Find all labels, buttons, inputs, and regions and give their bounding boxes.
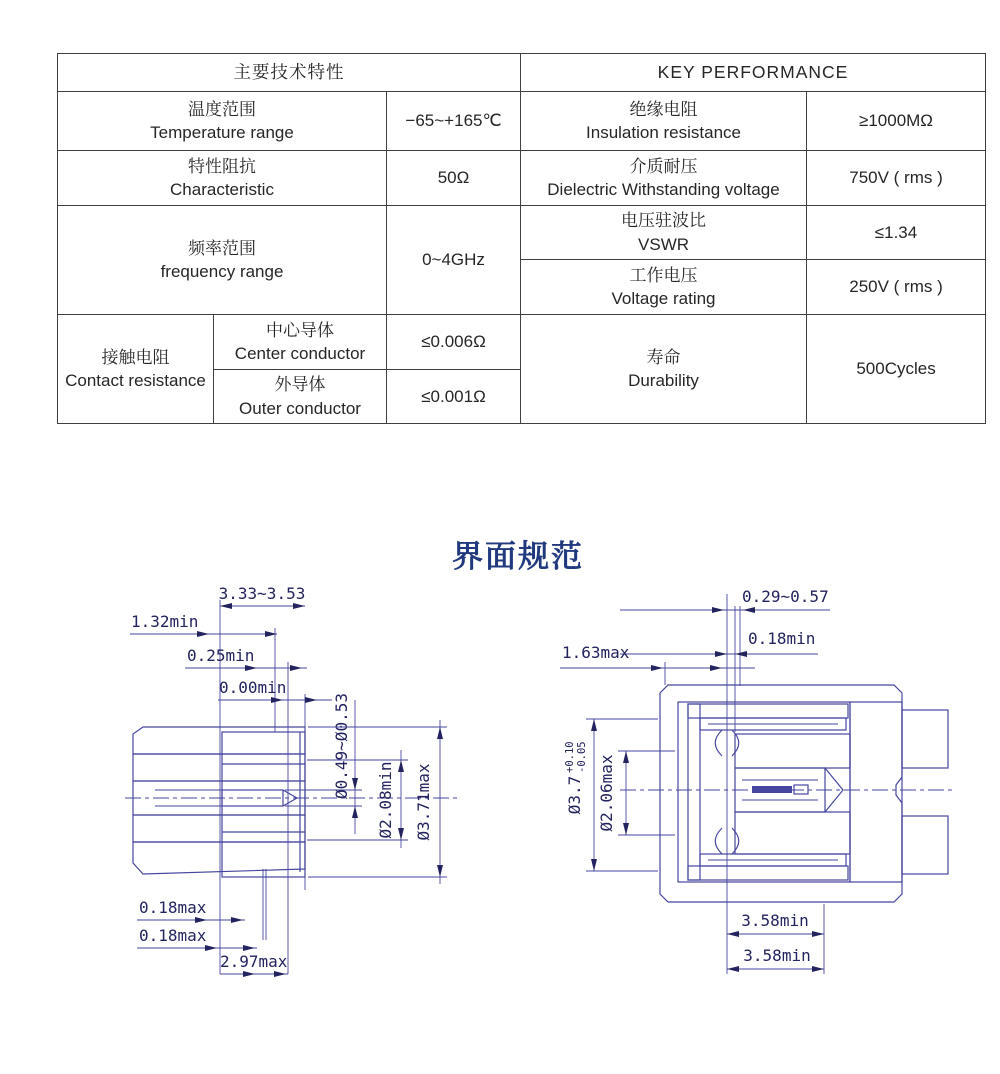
voltage-rating-label [521, 260, 807, 315]
frequency-range-label [58, 206, 387, 315]
contact-resistance-label [58, 315, 214, 424]
label-en: VSWR [638, 234, 690, 254]
dim-label: Ø3.7 [565, 775, 584, 815]
dim-label: 0.25min [187, 646, 255, 665]
durability-value: 500Cycles [807, 315, 986, 424]
table-row [58, 315, 986, 370]
braid-top [902, 710, 948, 768]
dimension-0-29-0-57 [620, 587, 830, 613]
dimension-1-32min [130, 612, 277, 637]
label-zh: 寿命 [646, 347, 681, 367]
vswr-value: ≤1.34 [807, 206, 986, 260]
dimension-0-25min [185, 646, 307, 671]
label-en: Dielectric Withstanding voltage [547, 180, 780, 199]
dimension-3-33-3-53 [219, 584, 306, 609]
dimension-0-00min [218, 678, 332, 703]
label-zh: 特性阻抗 [188, 156, 256, 176]
jacket-bottom [133, 842, 305, 874]
center-conductor-label [214, 315, 387, 370]
dim-tolerance-plus: +0.10 [564, 741, 576, 773]
dim-label: 0.29~0.57 [742, 587, 829, 606]
dim-label: Ø2.08min [376, 761, 395, 839]
label-zh: 绝缘电阻 [629, 99, 698, 119]
dim-label: Ø2.06max [597, 754, 616, 832]
label-zh: 接触电阻 [101, 347, 170, 367]
dimension-2-97max [220, 952, 288, 977]
center-conductor-value: ≤0.006Ω [387, 315, 521, 370]
braid-bottom [133, 815, 305, 842]
outer-contact-base [688, 704, 700, 880]
dim-label: 3.33~3.53 [218, 584, 306, 603]
insulation-resistance-value: ≥1000MΩ [807, 92, 986, 151]
outer-contact-arm-top [688, 704, 848, 718]
braid-top [133, 754, 305, 781]
label-en: Temperature range [150, 123, 294, 142]
dielectric-withstanding-label [521, 151, 807, 206]
table-header-row [58, 54, 986, 92]
braid-bottom [902, 816, 948, 874]
label-zh: 中心导体 [266, 320, 334, 340]
left-header-cell: 主要技术特性 [58, 54, 521, 92]
jacket-top [133, 727, 305, 754]
label-en: Outer conductor [239, 398, 361, 418]
table-row [58, 151, 986, 206]
label-en: Center conductor [234, 344, 366, 363]
label-zh: 电压驻波比 [621, 211, 707, 231]
cable-cross-section [125, 727, 457, 877]
temperature-range-value: −65~+165℃ [387, 92, 521, 151]
dimension-dia-2-08min [307, 750, 408, 848]
plug-cross-section [620, 685, 955, 902]
interface-drawing-left [125, 582, 470, 987]
dim-label: 0.18max [139, 898, 207, 917]
label-zh: 介质耐压 [629, 156, 698, 176]
label-en: Durability [628, 371, 699, 390]
dimension-dia-2-06max [597, 751, 675, 835]
outer-conductor-label [214, 370, 387, 424]
label-en: frequency range [160, 262, 284, 281]
dim-label: 3.58min [743, 946, 811, 965]
vswr-label [521, 206, 807, 260]
dim-label: 1.32min [131, 612, 199, 631]
dim-label: 1.63max [562, 643, 630, 662]
dimension-3-58min-1 [727, 911, 824, 937]
dim-label: Ø0.49~Ø0.53 [332, 693, 351, 799]
dielectric-withstanding-value: 750V ( rms ) [807, 151, 986, 206]
dimension-0-18max-1 [137, 898, 245, 923]
insulator-bottom [735, 812, 850, 854]
dim-label: 0.00min [219, 678, 287, 697]
label-zh: 工作电压 [629, 265, 698, 285]
label-en: Insulation resistance [586, 123, 741, 142]
dim-label: 0.18max [139, 926, 207, 945]
durability-label [521, 315, 807, 424]
dim-tolerance-minus: -0.05 [576, 741, 588, 773]
outer-contact-arm-bottom [688, 866, 848, 880]
dim-label: 2.97max [220, 952, 288, 971]
label-zh: 外导体 [274, 375, 326, 395]
characteristic-impedance-label [58, 151, 387, 206]
spec-table [57, 53, 986, 424]
label-zh: 温度范围 [188, 99, 256, 119]
insulation-resistance-label [521, 92, 807, 151]
insulator-block [850, 702, 902, 882]
voltage-rating-value: 250V ( rms ) [807, 260, 986, 315]
dimension-0-18min [620, 629, 818, 657]
table-row [58, 92, 986, 151]
outer-conductor-value: ≤0.001Ω [387, 370, 521, 424]
frequency-range-value: 0~4GHz [387, 206, 521, 315]
dimension-1-63max [560, 643, 755, 671]
dim-label: 3.58min [741, 911, 809, 930]
section-title: 界面规范 [452, 539, 584, 574]
temperature-range-label [58, 92, 387, 151]
dim-label: Ø3.71max [414, 763, 433, 841]
label-zh: 频率范围 [188, 238, 256, 258]
characteristic-impedance-value: 50Ω [387, 151, 521, 206]
label-en: Contact resistance [65, 371, 206, 390]
dimension-3-58min-2 [727, 946, 824, 972]
interface-drawing-right [550, 582, 970, 987]
label-en: Voltage rating [611, 289, 716, 308]
insulator-top [735, 734, 850, 768]
right-header-cell: KEY PERFORMANCE [521, 54, 986, 92]
label-en: Characteristic [170, 180, 274, 199]
table-row [58, 206, 986, 260]
dim-label: 0.18min [748, 629, 816, 648]
dimension-0-18max-2 [137, 926, 257, 951]
